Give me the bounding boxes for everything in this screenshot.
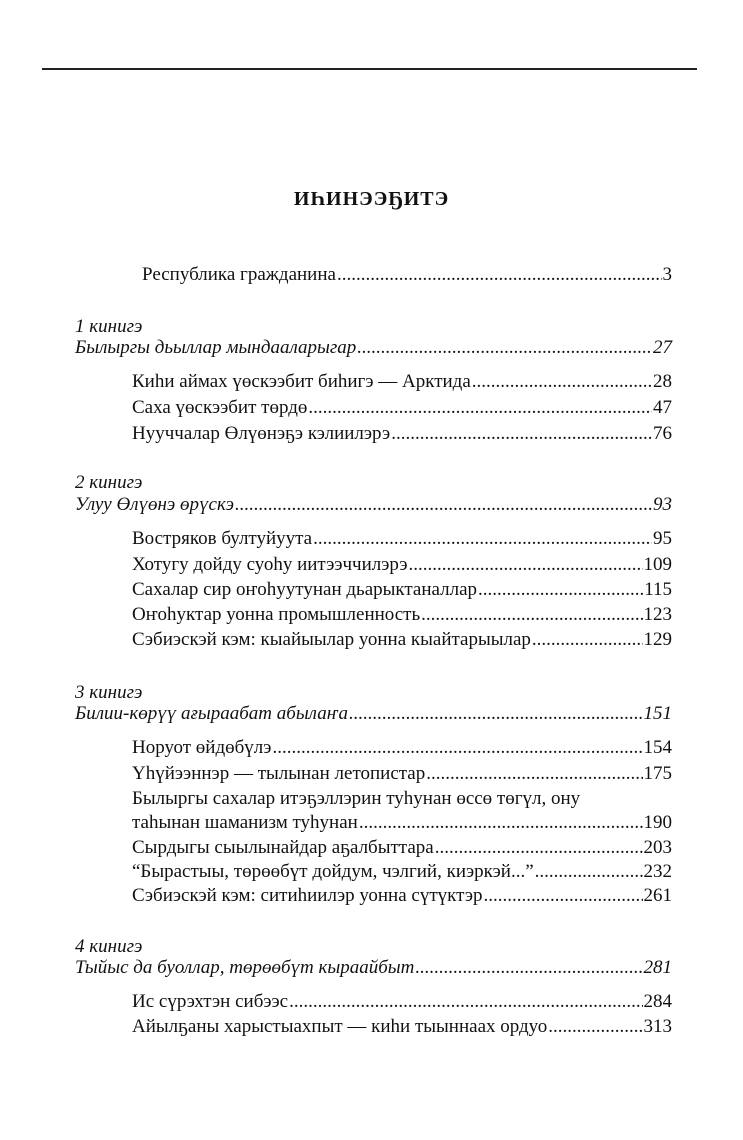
toc-entry[interactable] [132,395,672,421]
toc-entry[interactable] [132,810,672,836]
toc-entry-text: Үһүйээннэр — тылынан летопистар [132,763,426,784]
leader-dots [308,395,652,421]
toc-entry-page: 115 [644,579,672,600]
book-title: Тыйыс да буоллар, төрөөбүт кыраайбыт [75,957,415,978]
toc-entry[interactable] [132,577,672,603]
book-page: 93 [653,494,672,515]
toc-entry-text: Саха үөскээбит төрдө [132,397,308,418]
toc-entry[interactable] [132,859,672,885]
toc-entry-page: 313 [643,1016,672,1037]
toc-entry-page: 109 [643,554,672,575]
toc-entry-page: 47 [653,397,672,418]
book-title: Билии-көрүү ағыраабат абылаҥа [75,703,349,724]
book-title-entry[interactable] [75,955,672,981]
toc-entry-text: Сэбиэскэй кэм: ситиһиилэр уонна сүтүктэр [132,885,483,906]
toc-entry-page: 3 [662,264,672,285]
toc-entry-text: Нууччалар Өлүөнэҕэ кэлиилэрэ [132,423,391,444]
toc-entry-page: 129 [643,629,672,650]
toc-entry-page: 28 [653,371,672,392]
leader-dots [359,810,643,836]
toc-entry-text: Сырдыгы сыылынайдар аҕалбыттара [132,837,434,858]
toc-entry-text: Ис сүрэхтэн сибээс [132,991,289,1012]
leader-dots [421,602,642,628]
toc-entry-text: Сахалар сир оҥоһуутунан дьарыктаналлар [132,579,478,600]
book-label: 4 кинигэ [75,936,143,957]
book-page: 281 [643,957,672,978]
toc-entry-page: 203 [643,837,672,858]
toc-entry-page: 154 [643,737,672,758]
toc-entry-text: Хотугу дойду суоһу иитээччилэрэ [132,554,408,575]
toc-entry-text: Сэбиэскэй кэм: кыайыылар уонна кыайтарыылар [132,629,531,650]
leader-dots [337,262,662,288]
leader-dots [532,627,643,653]
toc-entry-text: “Бырастыы, төрөөбүт дойдум, чэлгий, киэркэй...” [132,861,534,882]
toc-entry-page: 123 [643,604,672,625]
book-title-entry[interactable] [75,492,672,518]
toc-entry[interactable] [132,989,672,1015]
toc-entry-page: 261 [643,885,672,906]
toc-entry-text: Оҥоһуктар уонна промышленность [132,604,421,625]
book-label: 1 кинигэ [75,316,143,337]
toc-entry[interactable] [132,602,672,628]
leader-dots [426,761,642,787]
book-title: Улуу Өлүөнэ өрүскэ [75,494,234,515]
leader-dots [357,335,652,361]
leader-dots [272,735,642,761]
leader-dots [548,1014,642,1040]
toc-entry[interactable] [132,835,672,861]
toc-entry-text: Айылҕаны харыстыахпыт — киһи тыыннаах ордуо [132,1016,548,1037]
leader-dots [478,577,643,603]
toc-entry-page: 232 [643,861,672,882]
toc-entry[interactable] [132,761,672,787]
leader-dots [289,989,642,1015]
book-title-entry[interactable] [75,701,672,727]
leader-dots [535,859,643,885]
leader-dots [415,955,642,981]
top-rule [42,68,697,70]
toc-entry[interactable] [132,526,672,552]
leader-dots [391,421,652,447]
toc-entry-page: 95 [653,528,672,549]
leader-dots [435,835,643,861]
toc-entry[interactable] [132,735,672,761]
book-page: 151 [643,703,672,724]
leader-dots [235,492,652,518]
toc-entry-page: 190 [643,812,672,833]
toc-entry-page: 284 [643,991,672,1012]
toc-entry-text: Республика гражданина [142,264,336,285]
leader-dots [349,701,642,727]
toc-entry[interactable] [132,421,672,447]
toc-entry-text-continued[interactable]: Былыргы сахалар итэҕэллэрин туһунан өссө төгүл, ону [132,788,581,809]
leader-dots [409,552,643,578]
leader-dots [313,526,652,552]
book-title: Былыргы дьыллар мындааларыгар [75,337,357,358]
book-page: 27 [653,337,672,358]
toc-entry-text: таһынан шаманизм туһунан [132,812,358,833]
toc-entry-text: Киһи аймах үөскээбит биһигэ — Арктида [132,371,471,392]
book-label: 2 кинигэ [75,472,143,493]
toc-entry[interactable] [132,1014,672,1040]
leader-dots [484,883,643,909]
toc-entry-page: 175 [643,763,672,784]
page-title: ИҺИНЭЭҔИТЭ [293,188,450,210]
toc-entry[interactable] [132,552,672,578]
toc-entry-page: 76 [653,423,672,444]
toc-entry-text: Востряков бултуйуута [132,528,313,549]
book-title-entry[interactable] [75,335,672,361]
toc-entry[interactable] [132,883,672,909]
toc-entry[interactable] [132,627,672,653]
book-label: 3 кинигэ [75,682,143,703]
toc-entry[interactable] [132,369,672,395]
leader-dots [472,369,652,395]
toc-entry-text: Норуот өйдөбүлэ [132,737,272,758]
toc-entry-intro[interactable] [142,262,672,288]
